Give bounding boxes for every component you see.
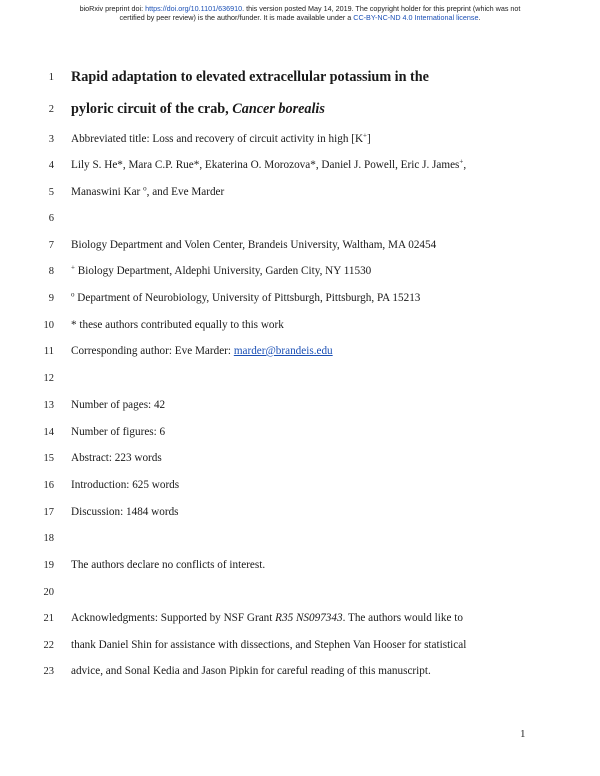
affiliation-brandeis: Biology Department and Volen Center, Brandeis University, Waltham, MA 02454	[71, 239, 437, 251]
line-number: 13	[43, 400, 54, 411]
doi-link[interactable]: https://doi.org/10.1101/636910	[145, 4, 243, 13]
abstract-word-count: Abstract: 223 words	[71, 452, 162, 464]
acknowledgments-line-3: advice, and Sonal Kedia and Jason Pipkin for careful reading of this manuscript.	[71, 665, 431, 677]
line-number: 9	[48, 293, 54, 304]
line-number: 22	[43, 640, 54, 651]
line-number: 18	[43, 533, 54, 544]
corresponding-author: Corresponding author: Eve Marder: marder@brandeis.edu	[71, 345, 333, 357]
line-number: 11	[43, 346, 54, 357]
preprint-header	[0, 4, 600, 22]
line-number: 4	[48, 160, 54, 171]
header-line-2: certified by peer review) is the author/funder. It is made available under a CC-BY-NC-ND 4.0 International license.	[119, 13, 481, 22]
line-number: 19	[43, 560, 54, 571]
email-link[interactable]: marder@brandeis.edu	[233, 345, 333, 357]
grant-number: R35 NS097343	[275, 612, 343, 624]
line-number: 21	[43, 613, 54, 624]
line-number: 2	[48, 104, 54, 115]
pages-count: Number of pages: 42	[71, 399, 166, 411]
conflict-statement: The authors declare no conflicts of interest.	[71, 559, 266, 571]
line-number: 17	[43, 507, 54, 518]
line-number: 14	[43, 427, 54, 438]
line-number: 12	[43, 373, 54, 384]
line-number: 10	[43, 320, 54, 331]
acknowledgments-line-2: thank Daniel Shin for assistance with dissections, and Stephen Van Hooser for statistical	[71, 639, 467, 651]
affiliation-adelphi: + Biology Department, Aldephi University, Garden City, NY 11530	[71, 263, 372, 277]
affiliation-pittsburgh: $^o$ Department of Neurobiology, University of Pittsburgh, Pittsburgh, PA 15213	[71, 290, 421, 304]
line-number: 8	[48, 266, 54, 277]
author-list-line-2: Manaswini Kar $^o$, and Eve Marder	[71, 184, 225, 198]
line-number: 15	[43, 453, 54, 464]
abbreviated-title: Abbreviated title: Loss and recovery of circuit activity in high [K+]	[71, 131, 371, 145]
line-number: 6	[48, 213, 54, 224]
line-number: 20	[43, 587, 54, 598]
paper-title-line-2: pyloric circuit of the crab, Cancer borealis	[71, 101, 325, 117]
discussion-word-count: Discussion: 1484 words	[71, 506, 179, 518]
paper-title-line-1: Rapid adaptation to elevated extracellular potassium in the	[71, 69, 429, 85]
line-number: 1	[48, 72, 54, 83]
acknowledgments-line-1: Acknowledgments: Supported by NSF Grant R35 NS097343. The authors would like to	[71, 612, 463, 624]
figures-count: Number of figures: 6	[71, 426, 166, 438]
header-line-1: bioRxiv preprint doi: https://doi.org/10.1101/636910. this version posted May 14, 2019. The copyright holder for this preprint (which was not	[79, 4, 521, 13]
line-number: 5	[48, 187, 54, 198]
line-number: 23	[43, 666, 54, 677]
species-name: Cancer borealis	[232, 101, 325, 117]
line-number: 16	[43, 480, 54, 491]
page-number: 1	[520, 728, 526, 740]
line-number: 7	[48, 240, 54, 251]
introduction-word-count: Introduction: 625 words	[71, 479, 180, 491]
license-link[interactable]: CC-BY-NC-ND 4.0 International license	[353, 13, 479, 22]
line-number: 3	[48, 134, 54, 145]
author-list-line-1: Lily S. He*, Mara C.P. Rue*, Ekaterina O. Morozova*, Daniel J. Powell, Eric J. James+,	[71, 157, 467, 171]
equal-contribution-note: * these authors contributed equally to this work	[71, 319, 284, 331]
